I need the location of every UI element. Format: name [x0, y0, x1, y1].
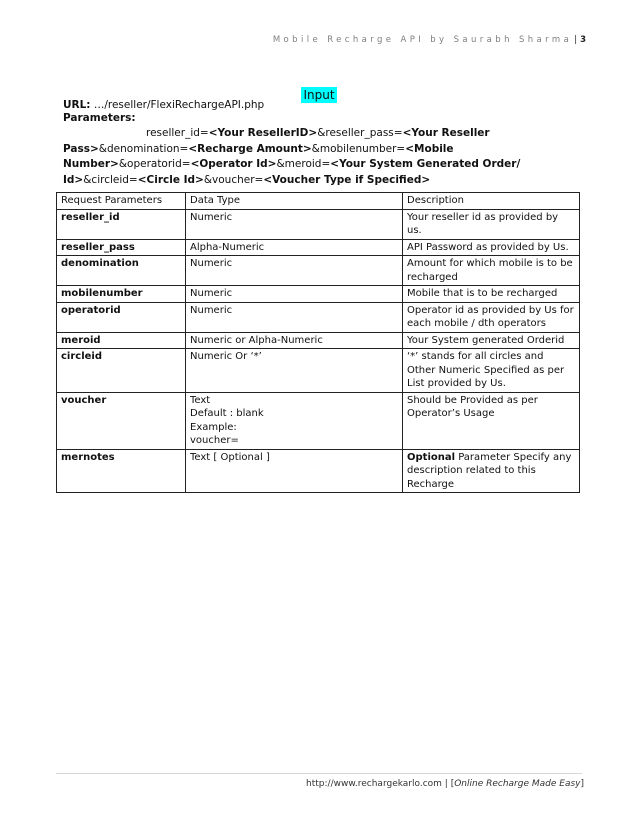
table-row [57, 209, 580, 239]
query-placeholder: <Your Reseller Pass> [63, 127, 490, 155]
description-cell [403, 256, 580, 286]
parameters-label: Parameters: [63, 112, 136, 124]
query-key: &operatorid= [118, 158, 191, 170]
param-name-cell: operatorid [57, 302, 186, 332]
data-type-cell [186, 209, 403, 239]
page-footer [306, 779, 584, 789]
query-placeholder: <Circle Id> [137, 173, 204, 186]
data-type-line: Alpha-Numeric [190, 241, 265, 253]
data-type-cell [186, 239, 403, 256]
table-row [57, 286, 580, 303]
description-cell [403, 392, 580, 449]
param-name-cell: mernotes [57, 449, 186, 493]
query-placeholder: <Your ResellerID> [208, 127, 318, 139]
parameters-table [56, 192, 580, 493]
table-row [57, 302, 580, 332]
data-type-line: Text [ Optional ] [190, 451, 270, 463]
section-heading: Input [303, 88, 335, 102]
param-name-cell: denomination [57, 256, 186, 286]
param-name-cell: reseller_pass [57, 239, 186, 256]
url-line [63, 99, 264, 111]
footer-url: http://www.rechargekarlo.com [306, 779, 442, 789]
description-cell [403, 209, 580, 239]
data-type-line: voucher= [190, 435, 239, 446]
description-text: ‘*’ stands for all circles and Other Numeric Specified as per List provided by Us. [407, 351, 565, 389]
description-cell [403, 239, 580, 256]
data-type-line: Numeric [190, 258, 233, 269]
query-placeholder: <Mobile Number> [63, 142, 454, 170]
data-type-line: Numeric Or ‘*’ [190, 351, 262, 362]
query-key: &mobilenumber= [311, 142, 406, 155]
table-row [57, 349, 580, 393]
footer-separator: | [ [441, 779, 455, 789]
column-header-data-type: Data Type [186, 193, 403, 210]
data-type-line: Numeric [190, 304, 233, 316]
data-type-line: Numeric [190, 288, 233, 299]
description-cell [403, 302, 580, 332]
data-type-cell [186, 392, 403, 449]
header-separator: | [574, 35, 578, 45]
description-text: Your reseller id as provided by us. [407, 211, 559, 236]
table-body [57, 209, 580, 493]
url-value: …/reseller/FlexiRechargeAPI.php [90, 99, 265, 111]
footer-tagline: Online Recharge Made Easy [454, 779, 581, 789]
table-row [57, 239, 580, 256]
footer-end: ] [580, 779, 584, 789]
data-type-line: Numeric [190, 211, 233, 223]
data-type-cell [186, 302, 403, 332]
column-header-description: Description [403, 193, 580, 210]
data-type-cell [186, 349, 403, 393]
description-cell [403, 349, 580, 393]
footer-divider [56, 773, 582, 774]
table-row [57, 332, 580, 349]
param-name-cell: meroid [57, 332, 186, 349]
description-cell [403, 286, 580, 303]
data-type-cell [186, 256, 403, 286]
description-text: Mobile that is to be recharged [407, 288, 558, 299]
data-type-line: Numeric or Alpha-Numeric [190, 334, 323, 346]
query-placeholder: <Your System Generated Order/ Id> [63, 158, 521, 186]
description-text: Amount for which mobile is to be recharged [407, 258, 573, 283]
query-key: &circleid= [83, 173, 138, 186]
table-row [57, 256, 580, 286]
description-text: Your System generated Orderid [407, 334, 565, 346]
query-placeholder: <Voucher Type if Specified> [263, 173, 431, 186]
column-header-request-parameters: Request Parameters [57, 193, 186, 210]
description-text: Should be Provided as per Operator’s Usage [407, 394, 538, 419]
query-placeholder: <Operator Id> [190, 158, 277, 170]
param-name-cell: mobilenumber [57, 286, 186, 303]
table-header-row [57, 193, 580, 210]
param-name-cell: circleid [57, 349, 186, 393]
description-text: Parameter Specify any description related to this Recharge [407, 451, 572, 490]
description-cell [403, 449, 580, 493]
data-type-line: Text [190, 394, 211, 406]
query-key: &voucher= [203, 173, 264, 186]
data-type-line: Default : blank [190, 408, 264, 419]
data-type-line: Example: [190, 421, 237, 433]
query-key: reseller_id= [146, 127, 209, 139]
table-row [57, 392, 580, 449]
query-placeholder: <Recharge Amount> [188, 142, 312, 155]
data-type-cell [186, 332, 403, 349]
query-key: &reseller_pass= [317, 127, 403, 139]
data-type-cell [186, 286, 403, 303]
query-string [63, 126, 583, 188]
header-title: Mobile Recharge API by Saurabh Sharma [272, 35, 573, 45]
data-type-cell [186, 449, 403, 493]
table-row [57, 449, 580, 493]
description-text: API Password as provided by Us. [407, 241, 569, 253]
page-header [273, 35, 586, 45]
description-text: Operator id as provided by Us for each mobile / dth operators [407, 304, 574, 329]
page-number: 3 [580, 35, 586, 45]
url-label: URL: [63, 99, 91, 111]
param-name-cell: voucher [57, 392, 186, 449]
param-name-cell: reseller_id [57, 209, 186, 239]
description-cell [403, 332, 580, 349]
description-text: Optional [407, 451, 456, 463]
query-key: &meroid= [276, 158, 331, 170]
query-key: &denomination= [98, 142, 189, 155]
